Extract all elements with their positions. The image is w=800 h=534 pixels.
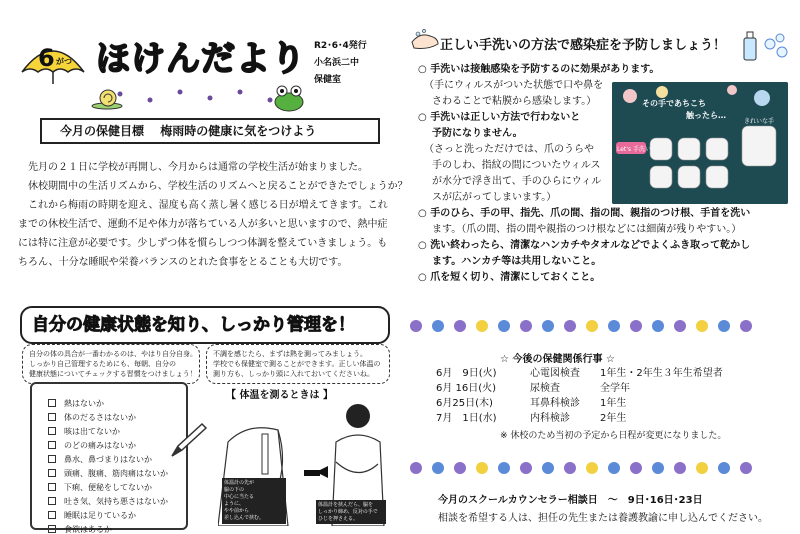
soap-bottle-icon: [740, 28, 790, 62]
snail-icon: [586, 462, 598, 474]
checkbox-icon: [48, 455, 56, 463]
hydrangea-icon: [630, 320, 642, 332]
bubble-line: 測り方も、しっかり頭に入れておいてくださいね。: [213, 370, 374, 378]
hydrangea-icon: [652, 462, 664, 474]
washing-hands-icon: [410, 28, 440, 52]
handwash-item: さわることで粘膜から感染します。）: [432, 96, 597, 107]
measure-temp-bubble: [206, 344, 390, 384]
hydrangea-icon: [520, 462, 532, 474]
hydrangea-icon: [542, 462, 554, 474]
schedule-table: [436, 366, 760, 426]
checkbox-icon: [48, 441, 56, 449]
newsletter-title-box: [96, 30, 306, 88]
decorative-dot-row: [410, 320, 752, 332]
checkbox-icon: [48, 469, 56, 477]
month-number: 6: [38, 44, 55, 72]
health-checklist: [48, 396, 168, 534]
hydrangea-icon: [652, 320, 664, 332]
checkbox-icon: [48, 525, 56, 533]
schedule-row: 6月 9日(火) 心電図検査 1年生・2年生３年生希望者: [436, 368, 723, 379]
checkbox-icon: [48, 413, 56, 421]
snail-icon: [476, 320, 488, 332]
handwash-item: ○ 手洗いは正しい方法で行わないと: [418, 112, 581, 123]
checkbox-icon: [48, 399, 56, 407]
handwashing-bulletin-photo: [612, 82, 788, 204]
hydrangea-icon: [564, 320, 576, 332]
checklist-item: 熱はないか: [48, 396, 168, 410]
checklist-item: 吐き気、気持ち悪さはないか: [48, 494, 168, 508]
intro-line: には特に注意が必要です。少しずつ体を慣らしつつ体調を整えていきましょう。も: [18, 238, 388, 249]
hydrangea-icon: [410, 320, 422, 332]
handwashing-title: 正しい手洗いの方法で感染症を予防しましょう！: [440, 38, 727, 53]
checklist-item: 頭痛、腹痛、筋肉痛はないか: [48, 466, 168, 480]
health-management-banner: 自分の健康状態を知り、しっかり管理を！: [20, 306, 390, 344]
handwash-item: （手にウィルスがついた状態で口や鼻を: [424, 80, 604, 91]
checklist-item: 下痢、便秘をしてないか: [48, 480, 168, 494]
snail-icon: [696, 320, 708, 332]
hydrangea-icon: [740, 462, 752, 474]
photo-caption: Let's 手洗い: [617, 146, 651, 153]
health-checklist-clipboard: [30, 382, 188, 534]
hydrangea-icon: [520, 320, 532, 332]
handwash-item: スが広がってしまいます。）: [432, 192, 557, 203]
hydrangea-icon: [674, 320, 686, 332]
snail-icon: [476, 462, 488, 474]
hydrangea-icon: [608, 462, 620, 474]
bubble-line: 不調を感じたら、まずは熱を測ってみましょう。: [213, 350, 367, 358]
photo-caption: 触ったら…: [686, 111, 726, 120]
schedule-note: ※ 休校のため当初の予定から日程が変更になりました。: [500, 431, 727, 441]
counselor-days: 今月のスクールカウンセラー相談日 ～ 9日･16日･23日: [438, 495, 703, 506]
thermometer-note-left: 体温計の先が 脇の下の 中心に当たる ように、 やや前から 差し込んで挟む。: [222, 478, 286, 524]
handwash-item: が水分で浮き出て、手のひらにウィル: [432, 176, 602, 187]
handwash-item: ○ 手のひら、手の甲、指先、爪の間、指の間、親指のつけ根、手首を洗い: [418, 208, 751, 219]
handwash-item: ○ 爪を短く切り、清潔にしておくこと。: [418, 272, 601, 283]
goal-text: 梅雨時の健康に気をつけよう: [160, 124, 317, 138]
bubble-line: しっかり自己管理するためにも、毎朝、自分の: [29, 360, 176, 368]
counselor-note: 相談を希望する人は、担任の先生または養護教諭に申し込んでください。: [438, 513, 768, 524]
bubble-line: 学校でも保健室で測ることができます。正しい体温の: [213, 360, 381, 368]
schedule-row: 6月25日(木) 耳鼻科検診 1年生: [436, 398, 627, 409]
hydrangea-icon: [454, 320, 466, 332]
intro-line: これから梅雨の時期を迎え、湿度も高く蒸し暑く感じる日が増えてきます。これ: [28, 200, 388, 211]
checkbox-icon: [48, 483, 56, 491]
bubble-line: 健康状態についてチェックする習慣をつけましょう！: [29, 370, 197, 378]
hydrangea-icon: [674, 462, 686, 474]
decorative-dot-row: [410, 462, 752, 474]
hydrangea-icon: [740, 320, 752, 332]
monthly-goal-box: [40, 118, 380, 144]
checklist-item: 咳は出てないか: [48, 424, 168, 438]
schedule-title: ☆ 今後の保健関係行事 ☆: [500, 354, 615, 365]
publication-info: [314, 38, 367, 89]
frog-icon: [272, 82, 306, 112]
hydrangea-icon: [608, 320, 620, 332]
handwash-item: 予防になりません。: [432, 128, 523, 139]
hydrangea-icon: [410, 462, 422, 474]
intro-text: [18, 158, 408, 272]
pencil-icon: [168, 420, 208, 460]
month-suffix: がつ: [56, 57, 72, 66]
photo-caption: きれいな手: [744, 118, 775, 125]
checkbox-icon: [48, 511, 56, 519]
intro-line: までの休校生活で、運動不足や体力が落ちている人が多いと思いますので、熱中症: [18, 219, 388, 230]
office-name: 保健室: [314, 75, 342, 85]
hydrangea-icon: [498, 320, 510, 332]
schedule-row: 6月 16日(火) 尿検査 全学年: [436, 383, 630, 394]
checklist-item: 食欲はあるか: [48, 522, 168, 534]
intro-line: 休校期間中の生活リズムから、学校生活のリズムへと戻ることができたでしょうか？: [28, 181, 408, 192]
hydrangea-icon: [454, 462, 466, 474]
handwash-item: ○ 洗い終わったら、清潔なハンカチやタオルなどでよくふき取って乾かし: [418, 240, 751, 251]
intro-line: 先月の２１日に学校が再開し、今月からは通常の学校生活が始まりました。: [28, 162, 368, 173]
thermometer-title: 【 体温を測るときは 】: [226, 390, 333, 401]
handwash-item: ます。ハンカチ等は共用しないこと。: [432, 256, 602, 267]
checklist-item: 体のだるさはないか: [48, 410, 168, 424]
photo-caption: その手であちこち: [642, 99, 706, 108]
snail-icon: [586, 320, 598, 332]
schedule-row: 7月 1日(水) 内科検診 2年生: [436, 413, 627, 424]
thermometer-section: [218, 386, 388, 526]
checkbox-icon: [48, 427, 56, 435]
hydrangea-icon: [718, 462, 730, 474]
checklist-item: 睡眠は足りているか: [48, 508, 168, 522]
thermometer-note-right: 体温計を挟んだら、脇を しっかり締め、反対の手で ひじを押さえる。: [316, 500, 386, 524]
hydrangea-icon: [542, 320, 554, 332]
hydrangea-icon: [432, 462, 444, 474]
goal-label: 今月の保健目標: [60, 124, 145, 138]
bubble-line: 自分の体の具合が一番わかるのは、やはり自分自身。: [29, 350, 197, 358]
snail-icon: [696, 462, 708, 474]
publish-date: R2･6･4発行: [314, 41, 367, 51]
school-name: 小名浜二中: [314, 58, 360, 68]
hydrangea-icon: [630, 462, 642, 474]
hydrangea-icon: [432, 320, 444, 332]
intro-line: ちろん、十分な睡眠や栄養バランスのとれた食事をとることも大切です。: [18, 257, 348, 268]
hydrangea-icon: [498, 462, 510, 474]
newsletter-title: ほけんだより: [96, 39, 306, 79]
hydrangea-icon: [718, 320, 730, 332]
snail-icon: [90, 86, 124, 110]
handwash-item: ます。（爪の間、指の間や親指のつけ根などには細菌が残りやすい。）: [432, 224, 742, 235]
hydrangea-icon: [564, 462, 576, 474]
checklist-item: 鼻水、鼻づまりはないか: [48, 452, 168, 466]
checkbox-icon: [48, 497, 56, 505]
handwash-item: ○ 手洗いは接触感染を予防するのに効果があります。: [418, 64, 660, 75]
handwash-item: （さっと洗っただけでは、爪のうらや: [424, 144, 594, 155]
handwash-item: 手のしわ、指紋の間についたウィルス: [432, 160, 601, 171]
self-check-bubble: [22, 344, 200, 384]
checklist-item: のどの痛みはないか: [48, 438, 168, 452]
